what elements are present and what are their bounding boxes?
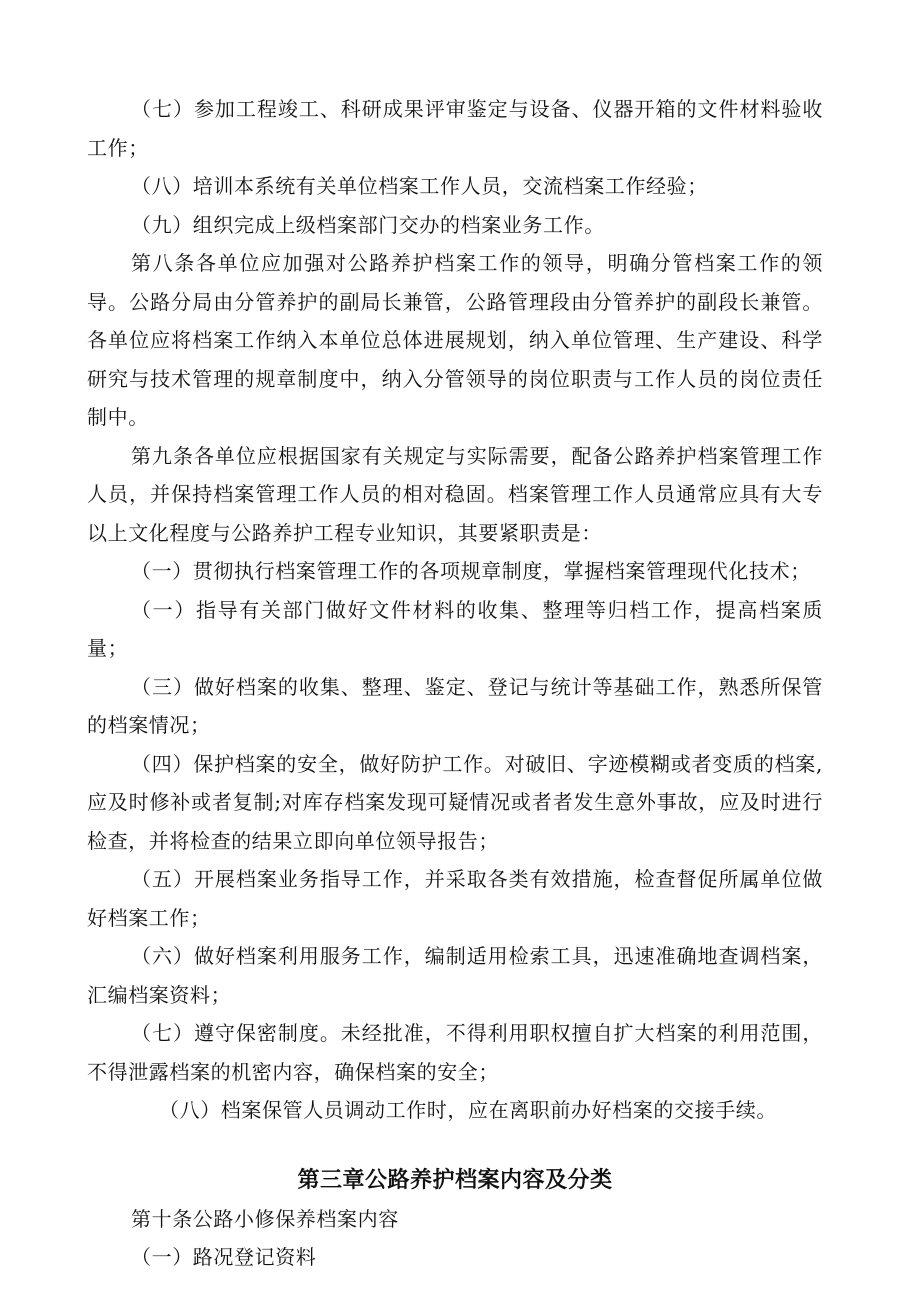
paragraph-road-registration: （一）路况登记资料 [131,1245,317,1269]
paragraph-duty-2: （一）指导有关部门做好文件材料的收集、整理等归档工作，提高档案质量； [87,597,823,660]
paragraph-item-8-training: （八）培训本系统有关单位档案工作人员，交流档案工作经验； [131,174,708,198]
paragraph-item-7-inspection: （七）参加工程竣工、科研成果评审鉴定与设备、仪器开箱的文件材料验收工作； [87,97,823,160]
paragraph-duty-6: （六）做好档案利用服务工作，编制适用检索工具，迅速准确地查调档案，汇编档案资料； [87,944,823,1007]
document-page [87,90,823,1277]
paragraph-duty-3: （三）做好档案的收集、整理、鉴定、登记与统计等基础工作，熟悉所保管的档案情况； [87,674,823,737]
paragraph-duty-5: （五）开展档案业务指导工作，并采取各类有效措施，检查督促所属单位做好档案工作； [87,867,823,930]
paragraph-article-10: 第十条公路小修保养档案内容 [131,1206,399,1231]
paragraph-article-8: 第八条各单位应加强对公路养护档案工作的领导，明确分管档案工作的领导。公路分局由分管养护的副局长兼管，公路管理段由分管养护的副段长兼管。各单位应将档案工作纳入本单位总体进展规划，纳入单位管理、生产建设、科学研究与技术管理的规章制度中，纳入分管领导的岗位职责与工作人员的岗位责任制中。 [87,251,823,429]
paragraph-duty-8: （八）档案保管人员调动工作时，应在离职前办好档案的交接手续。 [159,1098,777,1122]
paragraph-item-9-tasks: （九）组织完成上级档案部门交办的档案业务工作。 [131,212,605,237]
paragraph-duty-1: （一）贯彻执行档案管理工作的各项规章制度，掌握档案管理现代化技术； [131,559,811,583]
paragraph-duty-7: （七）遵守保密制度。未经批准，不得利用职权擅自扩大档案的利用范围，不得泄露档案的机密内容，确保档案的安全； [87,1021,823,1084]
paragraph-duty-4: （四）保护档案的安全，做好防护工作。对破旧、字迹模糊或者变质的档案,应及时修补或者复制;对库存档案发现可疑情况或者者发生意外事故，应及时进行检查，并将检查的结果立即向单位领导报告； [87,751,823,853]
chapter-title: 第三章公路养护档案内容及分类 [297,1167,613,1193]
paragraph-article-9: 第九条各单位应根据国家有关规定与实际需要，配备公路养护档案管理工作人员，并保持档案管理工作人员的相对稳固。档案管理工作人员通常应具有大专以上文化程度与公路养护工程专业知识，其要紧职责是： [87,443,823,545]
